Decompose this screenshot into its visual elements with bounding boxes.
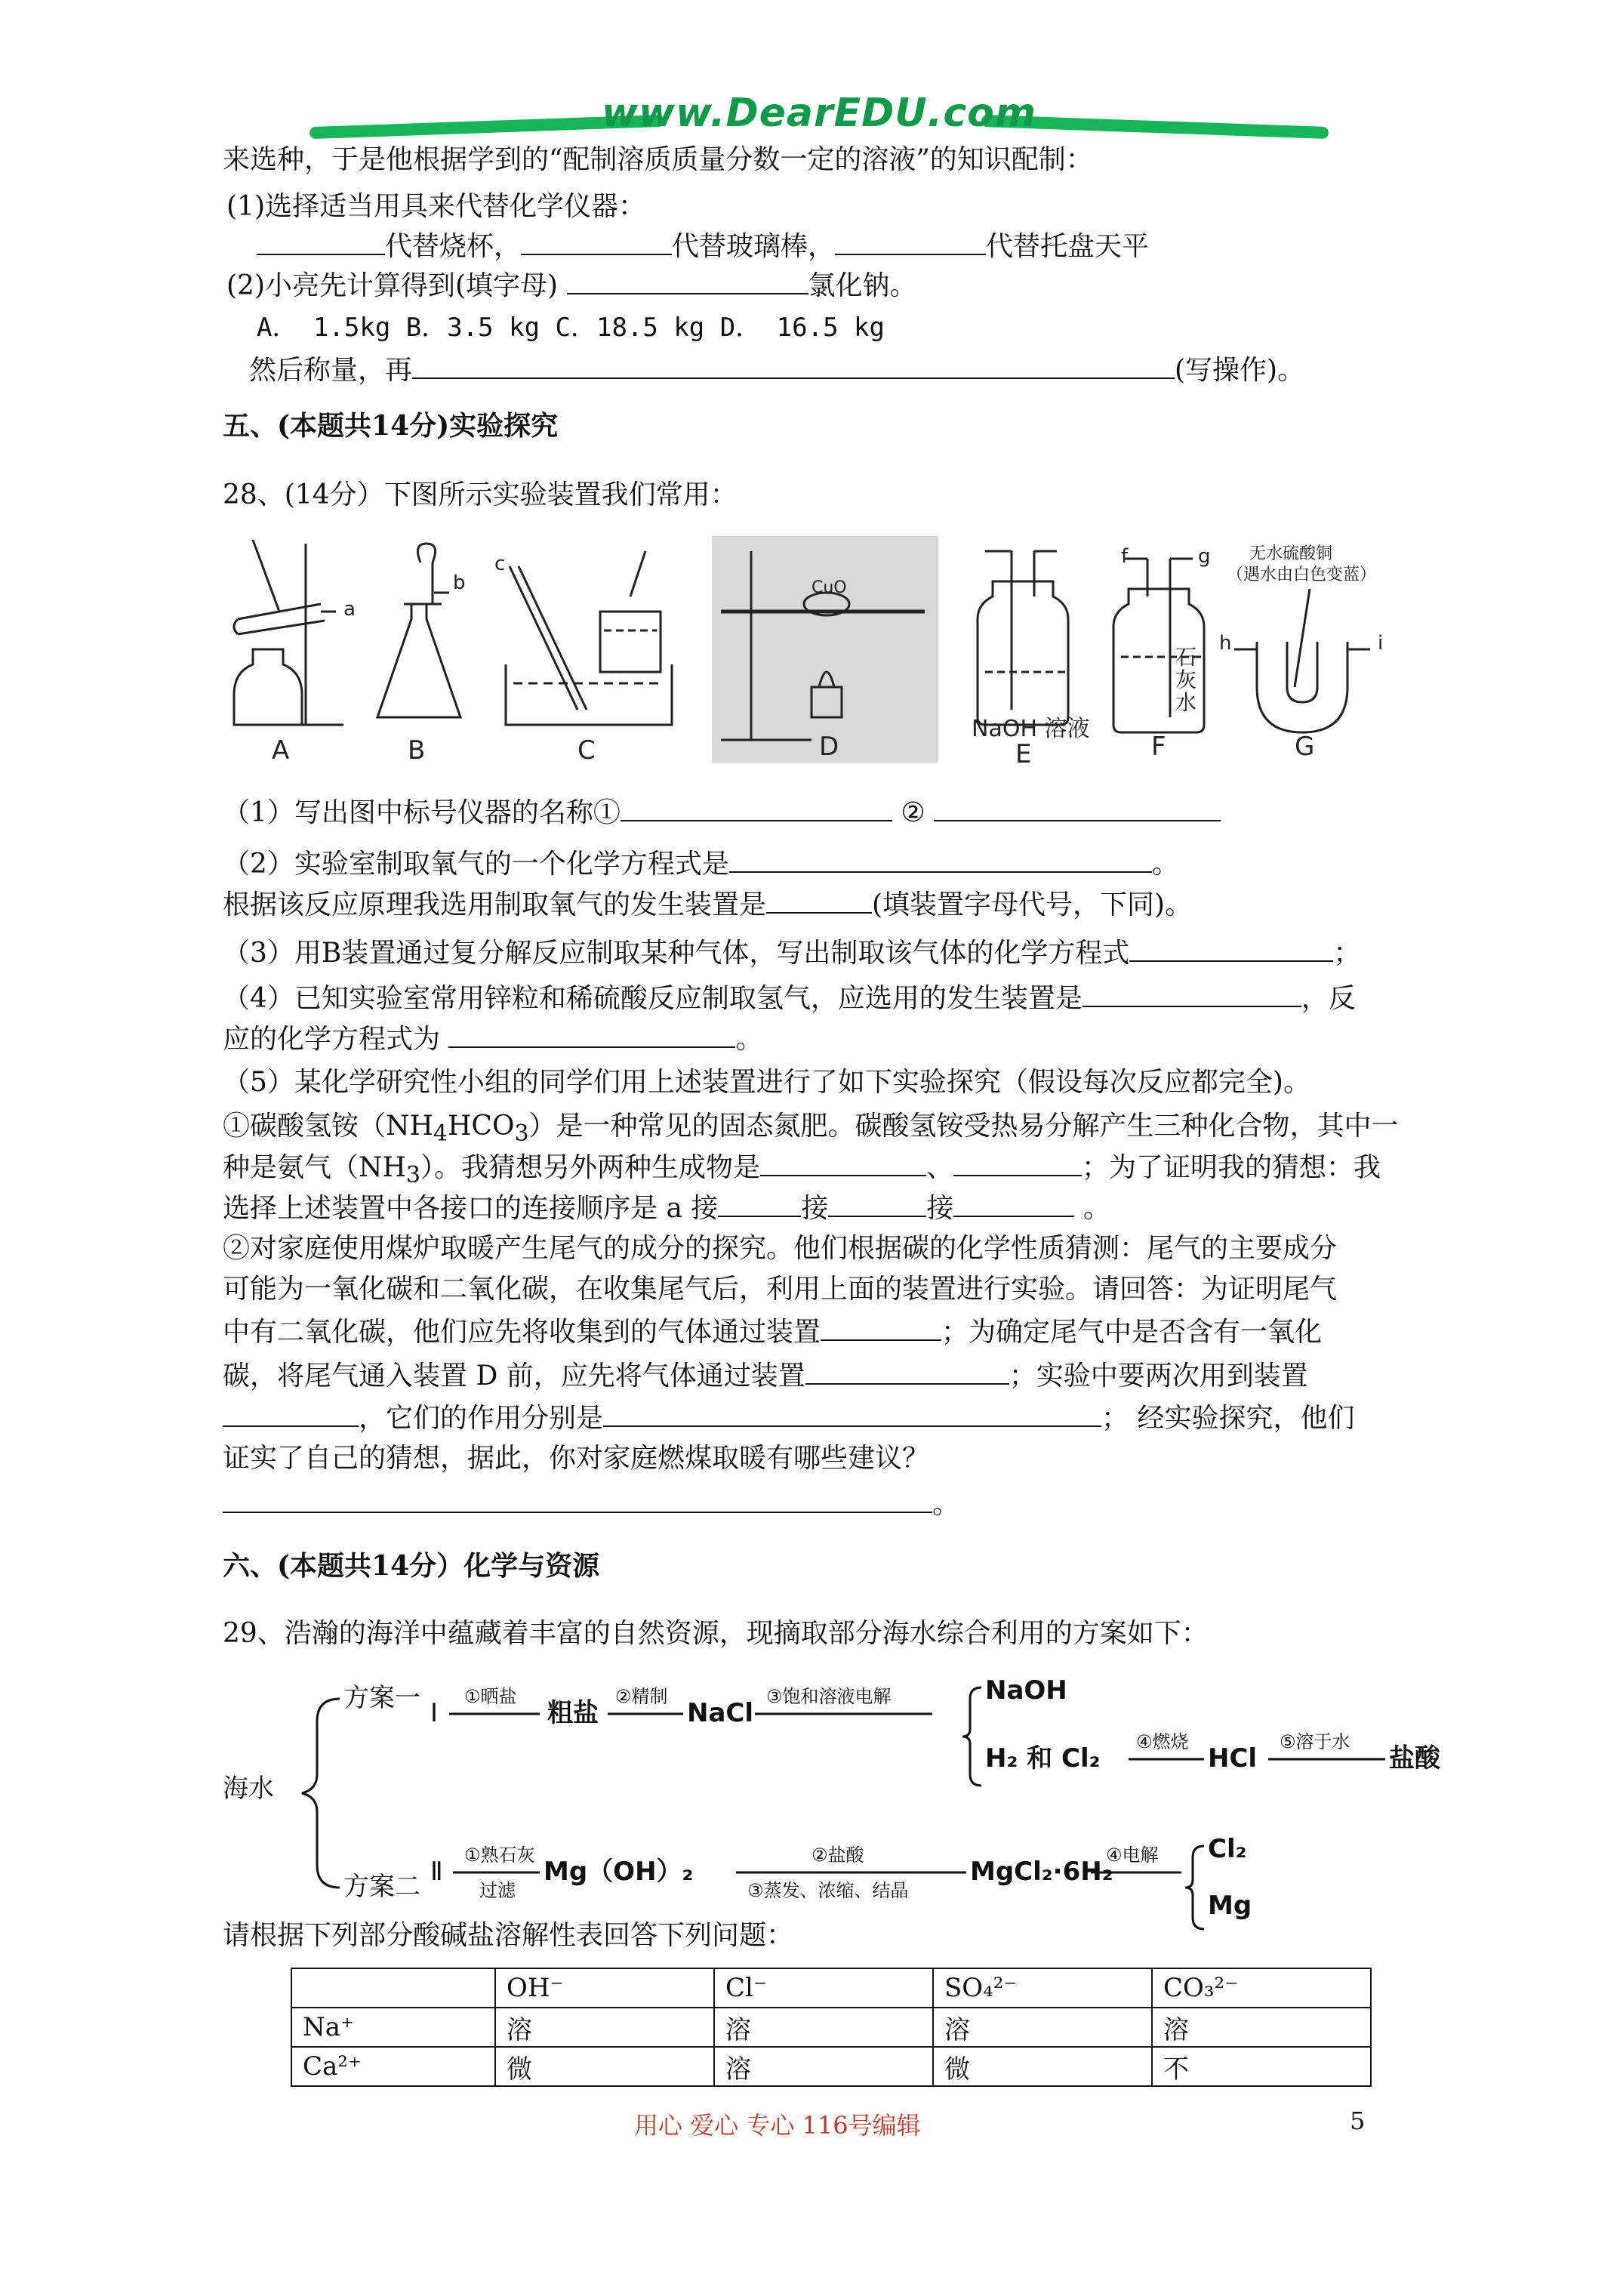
table-cell: 溶 [495,2008,714,2047]
question-stem: 28、(14分）下图所示实验装置我们常用： [223,479,738,510]
q28-part2: （2）实验室制取氧气的一个化学方程式是 。 [223,844,1179,883]
flow-step: ②精制 [615,1686,668,1707]
apparatus-d [712,536,938,763]
answer-blank[interactable] [448,1019,735,1048]
apparatus-label: D [819,732,839,762]
table-header-cell: Cl⁻ [714,1968,933,2008]
flow-roman2: Ⅱ [430,1857,443,1887]
q28-part5b-4: 碳，将尾气通入装置 D 前，应先将气体通过装置 ；实验中要两次用到装置 [223,1356,1308,1395]
q28-part4: （4）已知实验室常用锌粒和稀硫酸反应制取氢气，应选用的发生装置是 ，反 [223,978,1356,1017]
q28-part5a-3: 选择上述装置中各接口的连接顺序是 a 接 接 接 。 [223,1188,1110,1227]
port-label: c [494,553,506,575]
flow-node: Mg [1208,1891,1252,1921]
answer-blank[interactable] [621,793,892,821]
question-stem: 29、浩瀚的海洋中蕴藏着丰富的自然资源，现摘取部分海水综合利用的方案如下： [223,1618,1209,1649]
answer-blank[interactable] [1083,978,1301,1007]
apparatus-label: B [408,735,426,766]
flow-node: H₂ 和 Cl₂ [985,1743,1101,1774]
lime-label: 水 [1175,690,1197,715]
flow-step: ③饱和溶液电解 [766,1686,892,1707]
seawater-flow-diagram [223,1669,1440,1921]
flow-step: ③蒸发、浓缩、结晶 [747,1880,909,1901]
section-title: 五、(本题共14分)实验探究 [223,410,559,442]
table-cell: 不 [1152,2047,1371,2086]
flow-node: Cl₂ [1208,1834,1247,1864]
section-title: 六、(本题共14分）化学与资源 [223,1550,600,1582]
q27-options: A． 1.5kg B．3.5 kg C．18.5 kg D． 16.5 kg [257,313,885,343]
flow-node: NaCl [687,1698,754,1728]
apparatus-label: A [272,735,290,766]
q28-part5a: ①碳酸氢铵$(NH_4HCO_3)$是一种常见的固态氮肥。碳酸氢铵受热易分解产生三种化合物，其中一 [223,1111,1399,1148]
port-label: a [343,598,356,621]
answer-blank[interactable] [835,227,986,255]
flow-step: ⑤溶于水 [1280,1731,1350,1752]
table-row [291,2008,1371,2047]
site-logo-text: www.DearEDU.com [601,91,1037,136]
lime-label: 石 [1175,645,1197,670]
answer-blank[interactable] [766,885,872,914]
q28-part5: （5）某化学研究性小组的同学们用上述装置进行了如下实验探究（假设每次反应都完全)。 [223,1067,1310,1098]
answer-blank[interactable] [257,227,385,255]
q28-part5b-2: 可能为一氧化碳和二氧化碳，在收集尾气后，利用上面的装置进行实验。请回答：为证明尾气 [223,1274,1338,1305]
apparatus-label: E [1015,739,1032,769]
table-header-cell: OH⁻ [495,1968,714,2008]
apparatus-b [377,544,460,717]
cuso4-label: 无水硫酸铜 [1249,544,1333,563]
flow-step: ④燃烧 [1136,1731,1189,1752]
text-line: 来选种，于是他根据学到的“配制溶质质量分数一定的溶液”的知识配制： [223,144,1093,175]
answer-blank[interactable] [223,1398,359,1427]
table-row [291,2047,1371,2086]
answer-blank[interactable] [729,844,1152,873]
answer-blank[interactable] [223,1484,932,1513]
flow-node: HCl [1208,1743,1258,1774]
table-header-cell [291,1968,495,2008]
apparatus-label: F [1151,732,1166,762]
table-cell: 溶 [1152,2008,1371,2047]
flow-node: Mg（OH）₂ [544,1857,694,1887]
answer-blank[interactable] [821,1312,941,1341]
flow-node: 粗盐 [547,1698,599,1728]
q28-part5b-7: 。 [223,1484,959,1523]
solubility-table [291,1968,1372,2087]
answer-blank[interactable] [1129,933,1333,962]
answer-blank[interactable] [953,1188,1074,1217]
port-label: b [453,572,466,594]
flow-plan1: 方案一 [343,1683,420,1713]
q28-part5b-6: 证实了自己的猜想，据此，你对家庭燃煤取暖有哪些建议？ [223,1443,930,1474]
flow-step: ①熟石灰 [464,1845,535,1866]
table-header-cell: CO₃²⁻ [1152,1968,1371,2008]
answer-blank[interactable] [934,793,1221,821]
q28-part4b: 应的化学方程式为 。 [223,1019,762,1058]
table-cell: 微 [495,2047,714,2086]
q28-part3: （3）用B装置通过复分解反应制取某种气体，写出制取该气体的化学方程式 ； [223,933,1360,972]
answer-blank[interactable] [718,1188,801,1217]
table-cell: 溶 [714,2008,933,2047]
apparatus-g [1234,589,1370,732]
apparatus-c [506,551,672,725]
cuo-label: CuO [812,578,847,597]
table-cell: 微 [933,2047,1152,2086]
flow-seawater: 海水 [223,1774,274,1804]
table-cell: Na⁺ [291,2008,495,2047]
flow-step: ②盐酸 [812,1845,864,1866]
q28-part5b-3: 中有二氧化碳，他们应先将收集到的气体通过装置 ；为确定尾气中是否含有一氧化 [223,1312,1322,1351]
flow-step: ④电解 [1106,1845,1159,1866]
q27-sub1: 代替烧杯， 代替玻璃棒， 代替托盘天平 [257,227,1149,265]
table-cell: 溶 [933,2008,1152,2047]
flow-step: ①晒盐 [464,1686,517,1707]
apparatus-label: G [1295,732,1315,762]
flow-plan2: 方案二 [343,1872,420,1902]
apparatus-a [234,540,343,725]
answer-blank[interactable] [805,1356,1009,1385]
q28-part5a-2: 种是氨气$(NH_3)$。我猜想另外两种生成物是 、 ；为了证明我的猜想：我 [223,1148,1381,1194]
q28-part5b: ②对家庭使用煤炉取暖产生尾气的成分的探究。他们根据碳的化学性质猜测：尾气的主要成分 [223,1233,1338,1264]
answer-blank[interactable] [412,350,1175,379]
table-intro: 请根据下列部分酸碱盐溶解性表回答下列问题： [223,1920,794,1951]
answer-blank[interactable] [760,1148,926,1176]
port-label: g [1198,545,1211,568]
table-row [291,1968,1371,2008]
q28-part5b-5: ，它们的作用分别是 ； 经实验探究，他们 [223,1398,1354,1437]
port-label: f [1121,545,1129,568]
answer-blank[interactable] [953,1148,1082,1176]
table-cell: Ca²⁺ [291,2047,495,2086]
q27-sub3: 然后称量，再 (写操作)。 [249,350,1304,389]
answer-blank[interactable] [603,1398,1101,1427]
apparatus-figure [223,536,1400,769]
answer-blank[interactable] [567,266,808,294]
q27-sub2: (2)小亮先计算得到(填字母) 氯化钠。 [226,266,917,304]
flow-node: MgCl₂·6H₂ [970,1857,1113,1887]
flow-step: 过滤 [479,1880,516,1901]
page-number: 5 [1350,2106,1366,2135]
apparatus-e [978,551,1068,725]
text-line: (1)选择适当用具来代替化学仪器： [226,191,645,222]
flow-node: 盐酸 [1389,1743,1440,1774]
q28-part1: （1）写出图中标号仪器的名称① ② [223,793,1221,831]
port-label: h [1219,632,1232,655]
table-cell: 溶 [714,2047,933,2086]
cuso4-label: （遇水由白色变蓝） [1227,566,1377,584]
lime-label: 灰 [1175,667,1197,692]
naoh-label: NaOH 溶液 [972,716,1090,742]
answer-blank[interactable] [828,1188,926,1217]
flow-node: NaOH [985,1675,1067,1706]
q28-part2b: 根据该反应原理我选用制取氧气的发生装置是 (填装置字母代号，下同)。 [223,885,1192,923]
apparatus-label: C [577,735,596,766]
port-label: i [1378,632,1384,655]
table-header-cell: SO₄²⁻ [933,1968,1152,2008]
answer-blank[interactable] [521,227,672,255]
flow-roman1: Ⅰ [430,1698,439,1728]
footer-slogan: 用心 爱心 专心 116号编辑 [634,2111,921,2140]
